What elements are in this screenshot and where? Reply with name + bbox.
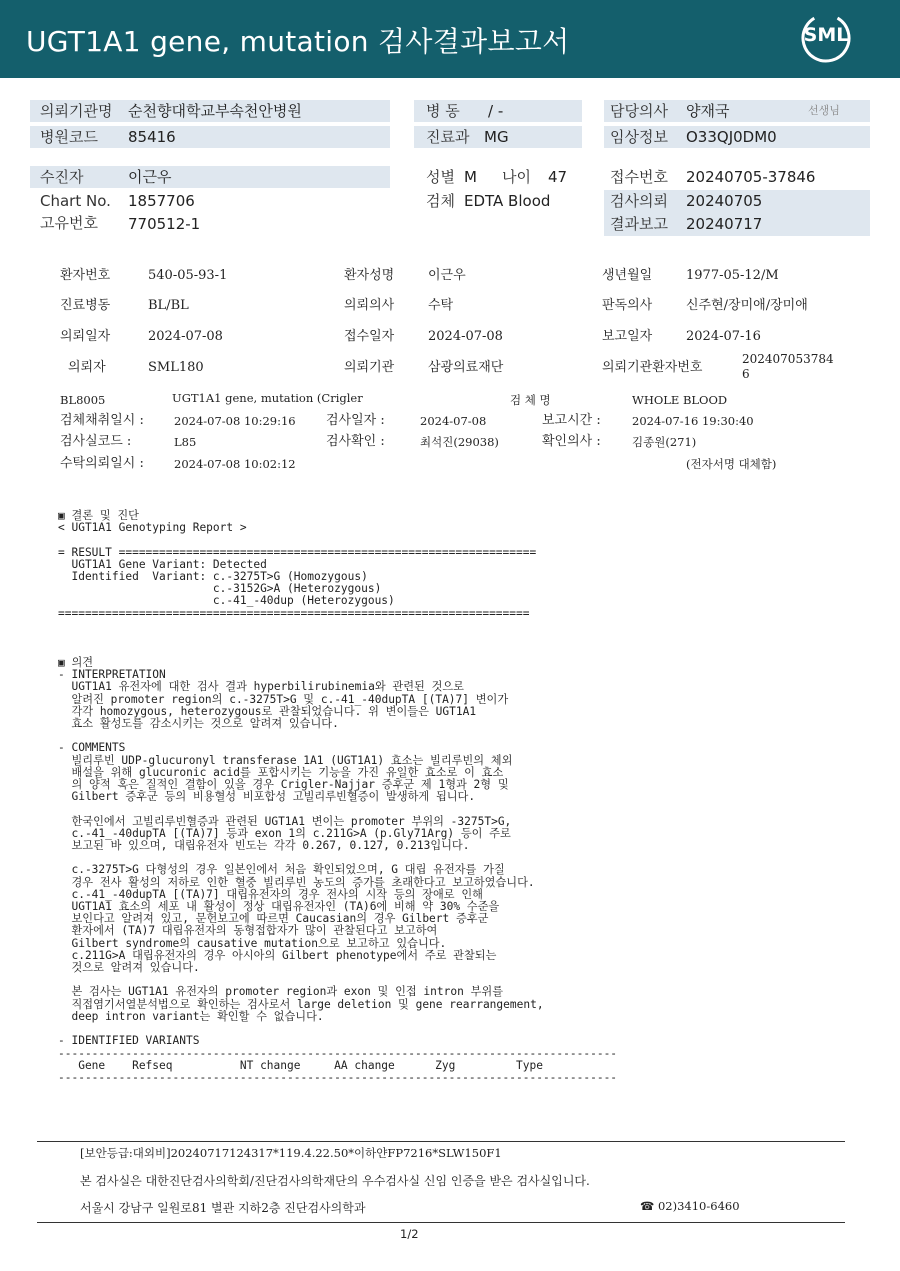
unique-value: 770512-1 — [128, 215, 201, 233]
specimen-name-value: WHOLE BLOOD — [632, 393, 728, 407]
ward2-value: BL/BL — [148, 298, 189, 313]
test-name: UGT1A1 gene, mutation (Crigler — [172, 391, 363, 405]
footer-rule-top — [37, 1141, 845, 1142]
consign-value: 2024-07-08 10:02:12 — [174, 457, 296, 471]
result-section: ▣ 결론 및 진단 < UGT1A1 Genotyping Report > = RESULT ============================================================== UGT1A1 Gene Variant: Detected Identified Variant: c.-3275T>G (Homozygous) c.-3152G>A (Heterozygous) c.-41_-40dup (Heterozygous) ====================================================================== — [58, 509, 537, 620]
patient-label: 수진자 — [40, 168, 84, 186]
report-date-label: 결과보고 — [610, 215, 668, 233]
labcode-value: L85 — [174, 435, 197, 449]
inst-patient-no-label: 의뢰기관환자번호 — [602, 360, 703, 375]
req-doctor-value: 수탁 — [428, 298, 454, 313]
req-inst-label: 의뢰기관 — [344, 360, 395, 375]
header-banner — [0, 0, 900, 78]
request-label: 검사의뢰 — [610, 192, 668, 210]
chart-label: Chart No. — [40, 192, 111, 210]
doctor-value: 양재국 — [686, 102, 730, 120]
sex-label: 성별 — [426, 168, 455, 186]
req-date-value: 2024-07-08 — [148, 329, 223, 344]
test-code: BL8005 — [60, 393, 106, 407]
doctor-label: 담당의사 — [610, 102, 668, 120]
receipt-value: 20240705-37846 — [686, 168, 816, 186]
esign-note: (전자서명 대체함) — [686, 457, 777, 471]
reading-doctor-value: 신주현/장미애/장미애 — [686, 298, 808, 313]
ward-label: 병 동 — [426, 102, 460, 120]
req-doctor-label: 의뢰의사 — [344, 298, 395, 313]
phone-line: ☎ 02)3410-6460 — [640, 1199, 740, 1213]
ward2-label: 진료병동 — [60, 298, 111, 313]
patient-bar — [30, 166, 390, 188]
specimen-name-label: 검 체 명 — [510, 393, 551, 407]
inst-patient-no-value-2: 6 — [742, 367, 750, 381]
verifier-value: 김종원(271) — [632, 435, 697, 449]
req-inst-value: 삼광의료재단 — [428, 360, 504, 375]
hospital-code-label: 병원코드 — [40, 128, 98, 146]
specimen-value: EDTA Blood — [464, 192, 551, 210]
opinion-section: ▣ 의견 - INTERPRETATION UGT1A1 유전자에 대한 검사 결과 hyperbilirubinemia와 관련된 것으로 알려진 promoter region의 c.-3275T>G 및 c.-41_-40dupTA [(TA)7] 변이가 각각 homozygous, heterozygous로 관찰되었습니다. 위 변이들은 UGT1A1 효소 활성도를 감소시키는 것으로 알려져 있습니다. - COMMENTS 빌리루빈 UDP-glucuronyl transferase 1A1 (UGT1A1) 효소는 빌리루빈의 체외 배설을 위해 glucuronic acid를 포합시키는 기능을 가진 유일한 효소로 이 효소 의 양적 혹은 질적인 결함이 있을 경우 Crigler-Najjar 증후군 제 1형과 2형 및 Gilbert 증후군 등의 비용혈성 비포합성 고빌리루빈혈증이 발생하게 됩니다. 한국인에서 고빌리루빈혈증과 관련된 UGT1A1 변이는 promoter 부위의 -3275T>G, c.-41_-40dupTA [(TA)7] 등과 exon 1의 c.211G>A (p.Gly71Arg) 등이 주로 보고된 바 있으며, 대립유전자 빈도는 각각 0.267, 0.127, 0.213입니다. c.-3275T>G 다형성의 경우 일본인에서 처음 확인되었으며, G 대립 유전자를 가질 경우 전사 활성의 저하로 인한 혈중 빌리루빈 농도의 증가를 초래한다고 보고하였습니다. c.-41_-40dupTA [(TA)7] 대립유전자의 경우 전사의 시작 등의 장애로 인해 UGT1A1 효소의 세포 내 활성이 정상 대립유전자인 (TA)6에 비해 약 30% 수준을 보인다고 알려져 있고, 문헌보고에 따르면 Caucasian의 경우 Gilbert 증후군 환자에서 (TA)7 대립유전자의 동형접합자가 많이 관찰된다고 보고하여 Gilbert syndrome의 causative mutation으로 보고하고 있습니다. c.211G>A 대립유전자의 경우 아시아의 Gilbert phenotype에서 주로 관찰되는 것으로 알려져 있습니다. 본 검사는 UGT1A1 유전자의 promoter region과 exon 및 인접 intron 부위를 직접염기서열분석법으로 확인하는 검사로서 large deletion 및 gene rearrangement, deep intron variant는 확인할 수 없습니다. - IDENTIFIED VARIANTS ----------------------------------------------------------------------------------- Gene Refseq NT change AA change Zyg Type ----------------------------------------------------------------------------------- — [58, 656, 618, 1084]
labcode-label: 검사실코드 : — [60, 434, 132, 449]
confirm-label: 검사확인 : — [326, 434, 385, 449]
age-value: 47 — [548, 168, 568, 186]
ward-value: / - — [488, 102, 504, 120]
reading-doctor-label: 판독의사 — [602, 298, 653, 313]
chart-value: 1857706 — [128, 192, 195, 210]
request-value: 20240705 — [686, 192, 763, 210]
age-label: 나이 — [502, 168, 531, 186]
sml-logo: SML — [800, 12, 852, 64]
dept-label: 진료과 — [426, 128, 470, 146]
req-date-label: 의뢰일자 — [60, 329, 111, 344]
reporttime-label: 보고시간 : — [542, 413, 601, 428]
report-date-value: 20240717 — [686, 215, 763, 233]
clinical-value: O33QJ0DM0 — [686, 128, 777, 146]
patient-no-label: 환자번호 — [60, 268, 111, 283]
patient-name-label: 환자성명 — [344, 268, 395, 283]
testdate-value: 2024-07-08 — [420, 414, 487, 428]
verifier-label: 확인의사 : — [542, 434, 601, 449]
requester-label: 의뢰자 — [68, 360, 106, 375]
footer-rule-bottom — [37, 1222, 845, 1223]
hospital-code-value: 85416 — [128, 128, 176, 146]
specimen-label: 검체 — [426, 192, 455, 210]
patient-no-value: 540-05-93-1 — [148, 268, 228, 283]
confirm-value: 최석진(29038) — [420, 435, 499, 449]
receipt-date-label: 접수일자 — [344, 329, 395, 344]
birth-label: 생년월일 — [602, 268, 653, 283]
patient-name-value: 이근우 — [428, 268, 466, 283]
institution-value: 순천향대학교부속천안병원 — [128, 102, 302, 120]
report-day-label: 보고일자 — [602, 329, 653, 344]
unique-label: 고유번호 — [40, 214, 98, 232]
institution-label: 의뢰기관명 — [40, 102, 113, 120]
page-number: 1/2 — [400, 1227, 419, 1241]
report-day-value: 2024-07-16 — [686, 329, 761, 344]
birth-value: 1977-05-12/M — [686, 268, 779, 283]
clinical-label: 임상정보 — [610, 128, 668, 146]
dept-value: MG — [484, 128, 509, 146]
address-line: 서울시 강남구 일원로81 별관 지하2층 진단검사의학과 — [80, 1201, 366, 1215]
receipt-label: 접수번호 — [610, 168, 668, 186]
consign-label: 수탁의뢰일시 : — [60, 456, 144, 471]
security-line: [보안등급:대외비]20240717124317*119.4.22.50*이하얀FP7216*SLW150F1 — [80, 1146, 502, 1160]
testdate-label: 검사일자 : — [326, 413, 385, 428]
collect-value: 2024-07-08 10:29:16 — [174, 414, 296, 428]
doctor-suffix: 선생님 — [808, 104, 840, 117]
receipt-date-value: 2024-07-08 — [428, 329, 503, 344]
inst-patient-no-value: 202407053784 — [742, 352, 834, 366]
reporttime-value: 2024-07-16 19:30:40 — [632, 414, 754, 428]
certification-line: 본 검사실은 대한진단검사의학회/진단검사의학재단의 우수검사실 신임 인증을 받은 검사실입니다. — [80, 1174, 590, 1188]
patient-value: 이근우 — [128, 168, 172, 186]
collect-label: 검체채취일시 : — [60, 413, 144, 428]
requester-value: SML180 — [148, 360, 204, 375]
report-title: UGT1A1 gene, mutation 검사결과보고서 — [26, 25, 570, 58]
sex-value: M — [464, 168, 477, 186]
